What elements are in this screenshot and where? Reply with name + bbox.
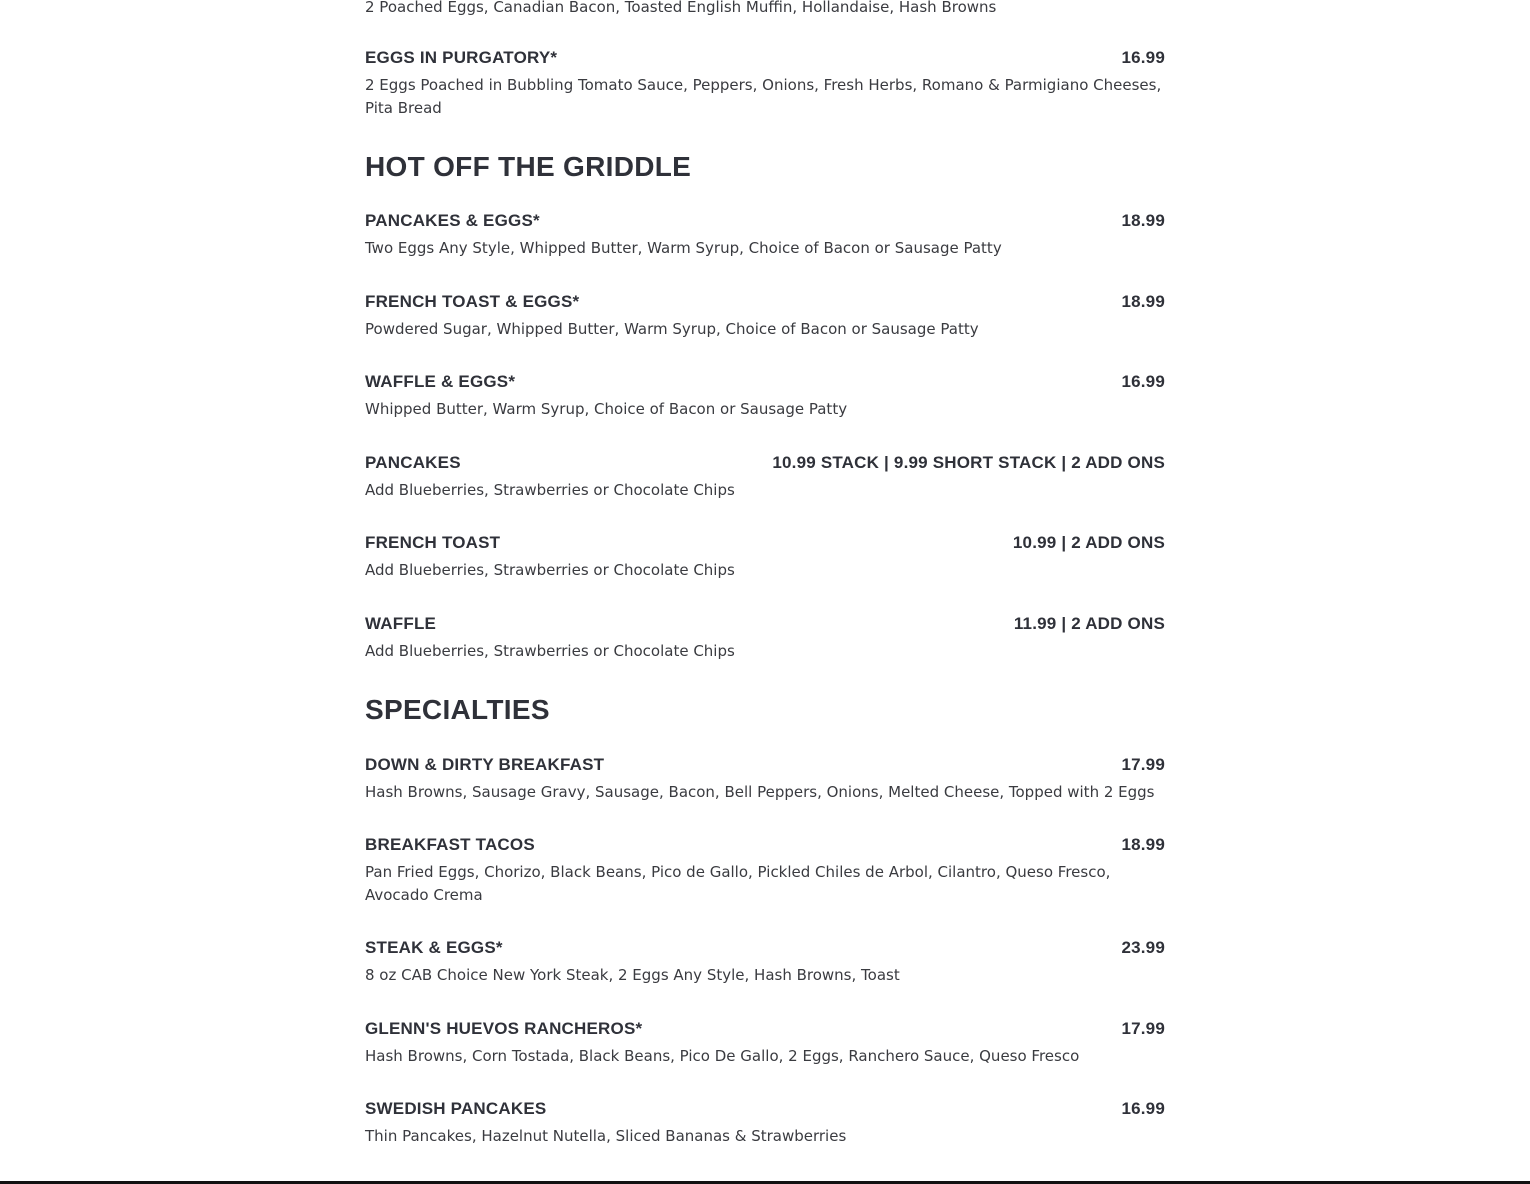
menu-item-steak-eggs xyxy=(365,937,1165,987)
item-price: 23.99 xyxy=(1121,938,1165,957)
item-description: 2 Eggs Poached in Bubbling Tomato Sauce, Peppers, Onions, Fresh Herbs, Romano & Parmigiano Cheeses, Pita Bread xyxy=(365,76,1162,117)
item-name: PANCAKES & EGGS* xyxy=(365,211,540,230)
item-description: 2 Poached Eggs, Canadian Bacon, Toasted English Muffin, Hollandaise, Hash Browns xyxy=(365,0,997,16)
item-description: Hash Browns, Corn Tostada, Black Beans, Pico De Gallo, 2 Eggs, Ranchero Sauce, Queso Fresco xyxy=(365,1047,1080,1065)
item-description: Whipped Butter, Warm Syrup, Choice of Bacon or Sausage Patty xyxy=(365,400,848,418)
menu-item-pancakes xyxy=(365,452,1165,502)
section-title-specialties: SPECIALTIES xyxy=(365,694,550,725)
item-description: Pan Fried Eggs, Chorizo, Black Beans, Pico de Gallo, Pickled Chiles de Arbol, Cilantro, Queso Fresco, Avocado Crema xyxy=(365,863,1111,904)
item-description: Add Blueberries, Strawberries or Chocolate Chips xyxy=(365,642,735,660)
item-name: DOWN & DIRTY BREAKFAST xyxy=(365,755,605,774)
item-name: FRENCH TOAST xyxy=(365,533,501,552)
item-price: 10.99 | 2 ADD ONS xyxy=(1012,533,1165,552)
item-price: 16.99 xyxy=(1121,1099,1165,1118)
item-name: EGGS IN PURGATORY* xyxy=(365,48,558,67)
item-name: SWEDISH PANCAKES xyxy=(365,1099,547,1118)
menu-item-eggs-in-purgatory xyxy=(365,47,1165,120)
menu-item-pancakes-eggs xyxy=(365,210,1165,260)
item-name: GLENN'S HUEVOS RANCHEROS* xyxy=(365,1019,643,1038)
item-description: Hash Browns, Sausage Gravy, Sausage, Bacon, Bell Peppers, Onions, Melted Cheese, Topped with 2 Eggs xyxy=(365,783,1155,801)
item-name: WAFFLE & EGGS* xyxy=(365,372,516,391)
item-price: 18.99 xyxy=(1121,292,1165,311)
item-description: 8 oz CAB Choice New York Steak, 2 Eggs Any Style, Hash Browns, Toast xyxy=(365,966,900,984)
item-name: STEAK & EGGS* xyxy=(365,938,503,957)
menu-item-waffle xyxy=(365,613,1165,663)
item-price: 17.99 xyxy=(1121,1019,1165,1038)
item-name: WAFFLE xyxy=(365,614,437,633)
item-price: 16.99 xyxy=(1121,48,1165,67)
item-description: Thin Pancakes, Hazelnut Nutella, Sliced Bananas & Strawberries xyxy=(365,1127,847,1145)
item-name: PANCAKES xyxy=(365,453,461,472)
item-price: 10.99 STACK | 9.99 SHORT STACK | 2 ADD ONS xyxy=(772,453,1165,472)
item-price: 17.99 xyxy=(1121,755,1165,774)
menu-item-breakfast-tacos xyxy=(365,834,1165,907)
section-title-griddle: HOT OFF THE GRIDDLE xyxy=(365,151,692,182)
item-price: 11.99 | 2 ADD ONS xyxy=(1013,614,1165,633)
item-description: Powdered Sugar, Whipped Butter, Warm Syrup, Choice of Bacon or Sausage Patty xyxy=(365,320,979,338)
item-price: 18.99 xyxy=(1121,211,1165,230)
item-name: FRENCH TOAST & EGGS* xyxy=(365,292,580,311)
menu-item-waffle-eggs xyxy=(365,371,1165,421)
item-price: 16.99 xyxy=(1121,372,1165,391)
menu-item-huevos-rancheros xyxy=(365,1018,1165,1068)
item-price: 18.99 xyxy=(1121,835,1165,854)
item-description: Two Eggs Any Style, Whipped Butter, Warm Syrup, Choice of Bacon or Sausage Patty xyxy=(365,239,1002,257)
item-description: Add Blueberries, Strawberries or Chocolate Chips xyxy=(365,561,735,579)
item-description: Add Blueberries, Strawberries or Chocolate Chips xyxy=(365,481,735,499)
menu-item-swedish-pancakes xyxy=(365,1098,1165,1148)
item-name: BREAKFAST TACOS xyxy=(365,835,535,854)
menu-item-down-dirty-breakfast xyxy=(365,754,1165,804)
menu-item-french-toast xyxy=(365,532,1165,582)
menu-item-french-toast-eggs xyxy=(365,291,1165,341)
